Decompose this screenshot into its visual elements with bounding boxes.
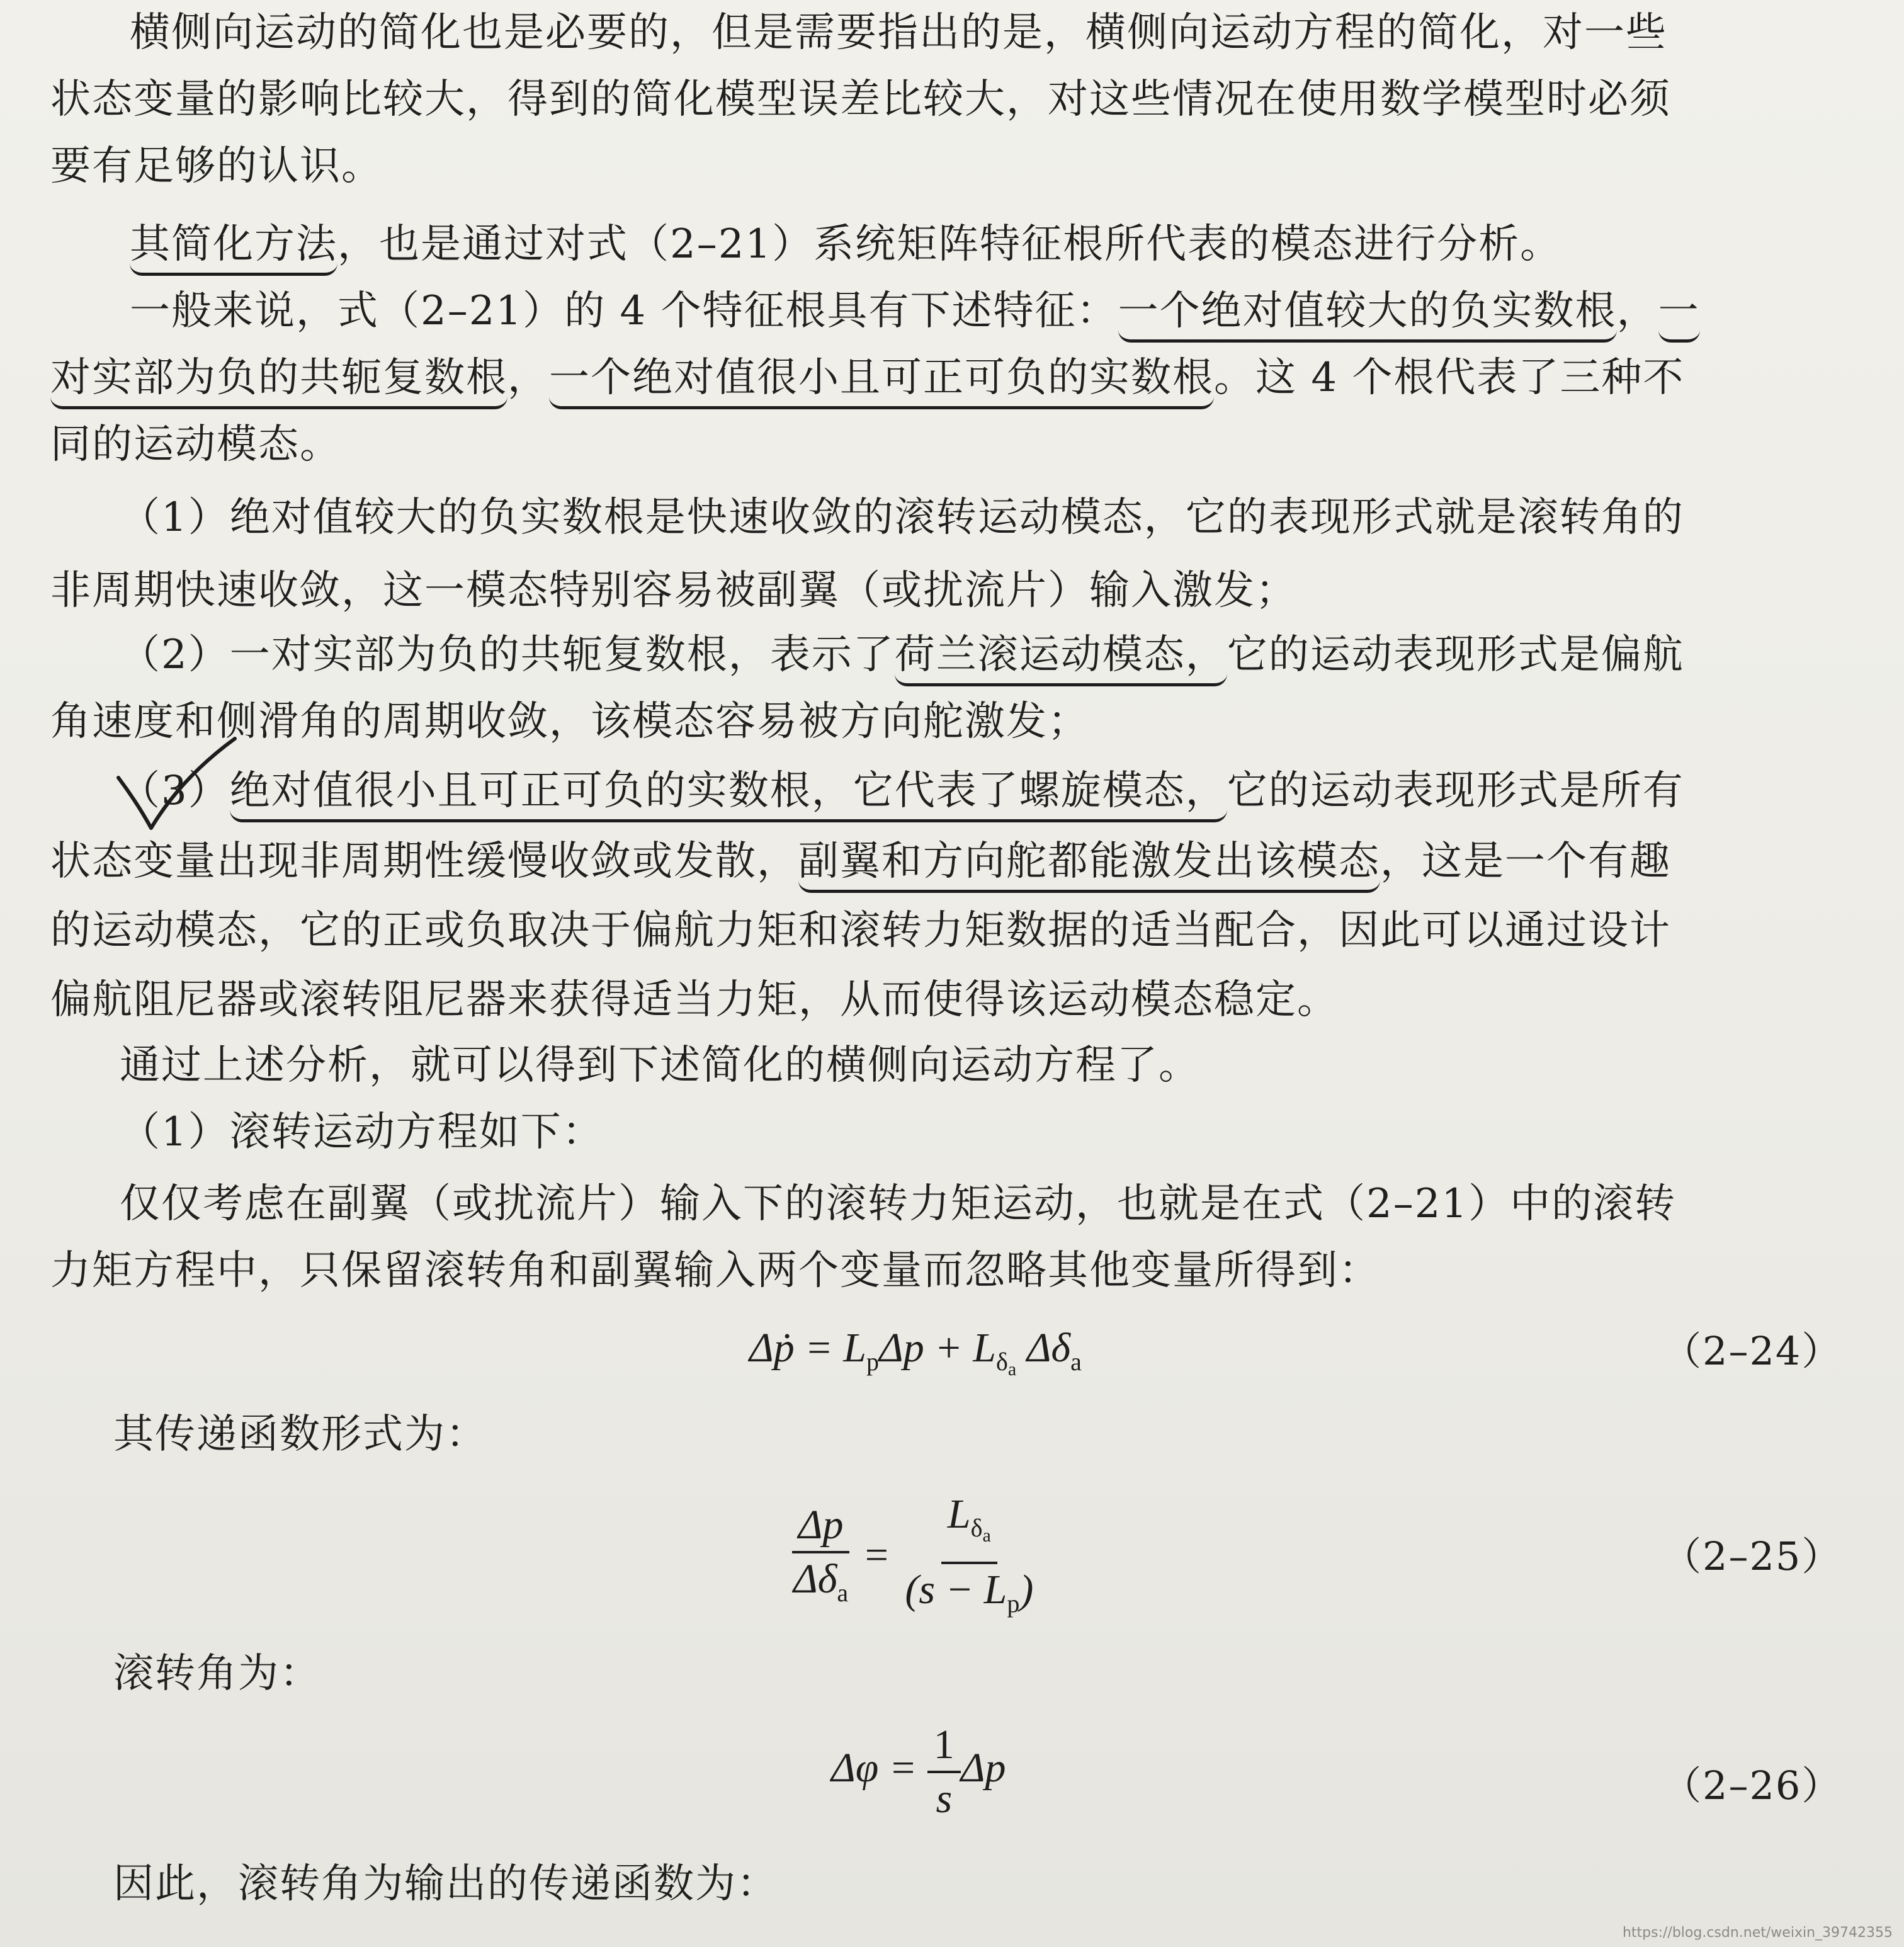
eq-term: Δp (960, 1745, 1006, 1791)
text-line-17: （1）滚转运动方程如下： (120, 1109, 604, 1155)
fraction-denominator (898, 1564, 1040, 1626)
text-line-5 (130, 288, 1700, 334)
fraction-denominator: s (936, 1776, 953, 1822)
underlined-phrase: 荷兰滚运动模态， (895, 632, 1227, 686)
eq-subsubscript: a (1007, 1359, 1017, 1380)
text-fragment: ，这是一个有趣 (1380, 838, 1671, 885)
text-line-2: 状态变量的影响比较大，得到的简化模型误差比较大，对这些情况在使用数学模型时必须 (50, 76, 1671, 123)
underlined-phrase: 副翼和方向舵都能激发出该模态 (798, 838, 1380, 893)
text-line-12 (120, 768, 1684, 814)
text-line-9: 非周期快速收敛，这一模态特别容易被副翼（或扰流片）输入激发； (50, 567, 1297, 614)
fraction-numerator: 1 (927, 1723, 961, 1773)
text-line-15: 偏航阻尼器或滚转阻尼器来获得适当力矩，从而使得该运动模态稳定。 (50, 977, 1339, 1023)
text-line-19: 力矩方程中，只保留滚转角和副翼输入两个变量而忽略其他变量所得到： (50, 1247, 1380, 1294)
eq-symbol: L (843, 1325, 866, 1371)
text-fragment: 它的运动表现形式是偏航 (1227, 632, 1684, 678)
underlined-phrase: 一个绝对值较大的负实数根 (1118, 288, 1617, 343)
text-fragment: 。这 4 个根代表了三种不 (1214, 355, 1685, 401)
equation-number-2-26: （2–26） (1662, 1763, 1842, 1808)
eq-lhs: Δṗ = (749, 1325, 844, 1371)
eq-subscript: p (866, 1348, 879, 1376)
text-fragment: ，也是通过对式（2–21）系统矩阵特征根所代表的模态进行分析。 (337, 221, 1562, 268)
text-line-14: 的运动模态，它的正或负取决于偏航力矩和滚转力矩数据的适当配合，因此可以通过设计 (50, 907, 1671, 954)
text-line-20: 其传递函数形式为： (113, 1411, 487, 1458)
eq-subscript: a (837, 1579, 849, 1607)
equation-2-24 (749, 1326, 1082, 1392)
underlined-phrase: 绝对值很小且可正可负的实数根，它代表了螺旋模态， (230, 768, 1227, 822)
equation-2-25 (787, 1492, 1040, 1626)
fraction-numerator: Δp (792, 1503, 850, 1553)
text-line-7: 同的运动模态。 (50, 421, 341, 468)
underlined-phrase: 其简化方法 (130, 221, 337, 276)
text-line-18: 仅仅考虑在副翼（或扰流片）输入下的滚转力矩运动，也就是在式（2–21）中的滚转 (120, 1181, 1677, 1227)
fraction-left (787, 1503, 854, 1615)
equation-number-2-24: （2–24） (1662, 1328, 1842, 1374)
underlined-phrase: 一 (1658, 288, 1700, 343)
text-line-22: 因此，滚转角为输出的传递函数为： (113, 1861, 778, 1907)
eq-term: Δδ (1016, 1325, 1071, 1371)
text-line-21: 滚转角为： (113, 1650, 321, 1697)
text-line-8: （1）绝对值较大的负实数根是快速收敛的滚转运动模态，它的表现形式就是滚转角的 (120, 494, 1684, 541)
text-fragment: 它的运动表现形式是所有 (1227, 768, 1684, 814)
eq-lhs: Δφ = (831, 1745, 927, 1791)
text-fragment: 状态变量出现非周期性缓慢收敛或发散， (50, 838, 798, 885)
watermark-text: https://blog.csdn.net/weixin_39742355 (1622, 1925, 1893, 1941)
text-line-3: 要有足够的认识。 (50, 143, 383, 190)
eq-subscript: δ (996, 1348, 1008, 1376)
text-line-13 (50, 838, 1671, 885)
text-line-10 (120, 632, 1684, 678)
eq-subsubscript: a (982, 1525, 991, 1546)
equation-number-2-25: （2–25） (1662, 1533, 1842, 1579)
eq-symbol: L (973, 1325, 996, 1371)
eq-term: (s − L (905, 1567, 1007, 1613)
fraction-denominator (787, 1553, 854, 1615)
fraction-right (898, 1492, 1040, 1626)
text-line-11: 角速度和侧滑角的周期收敛，该模态容易被方向舵激发； (50, 698, 1089, 745)
eq-subscript: p (1007, 1589, 1020, 1618)
text-line-16: 通过上述分析，就可以得到下述简化的横侧向运动方程了。 (120, 1042, 1200, 1089)
eq-subscript: a (1070, 1348, 1082, 1376)
eq-term: Δp + (879, 1325, 973, 1371)
eq-term: Δδ (793, 1556, 837, 1602)
text-line-4 (130, 221, 1562, 268)
underlined-phrase: 一个绝对值很小且可正可负的实数根 (549, 355, 1214, 409)
eq-equals: = (854, 1532, 899, 1579)
text-fragment: （2）一对实部为负的共轭复数根，表示了 (120, 632, 895, 678)
text-fragment: 一般来说，式（2–21）的 4 个特征根具有下述特征： (130, 288, 1118, 334)
eq-subscript: δ (970, 1514, 983, 1542)
text-line-1: 横侧向运动的简化也是必要的，但是需要指出的是，横侧向运动方程的简化，对一些 (130, 9, 1667, 56)
fraction (927, 1723, 961, 1821)
text-fragment: （3） (120, 768, 230, 814)
fraction-numerator (941, 1492, 997, 1564)
text-fragment: ， (1616, 288, 1658, 334)
handwritten-check-mark (112, 734, 238, 834)
underlined-phrase: 对实部为负的共轭复数根 (50, 355, 507, 409)
text-line-6 (50, 355, 1685, 401)
equation-2-26 (831, 1723, 1006, 1821)
text-fragment: ， (507, 355, 549, 401)
eq-symbol: L (947, 1491, 971, 1537)
eq-term: ) (1019, 1567, 1034, 1613)
